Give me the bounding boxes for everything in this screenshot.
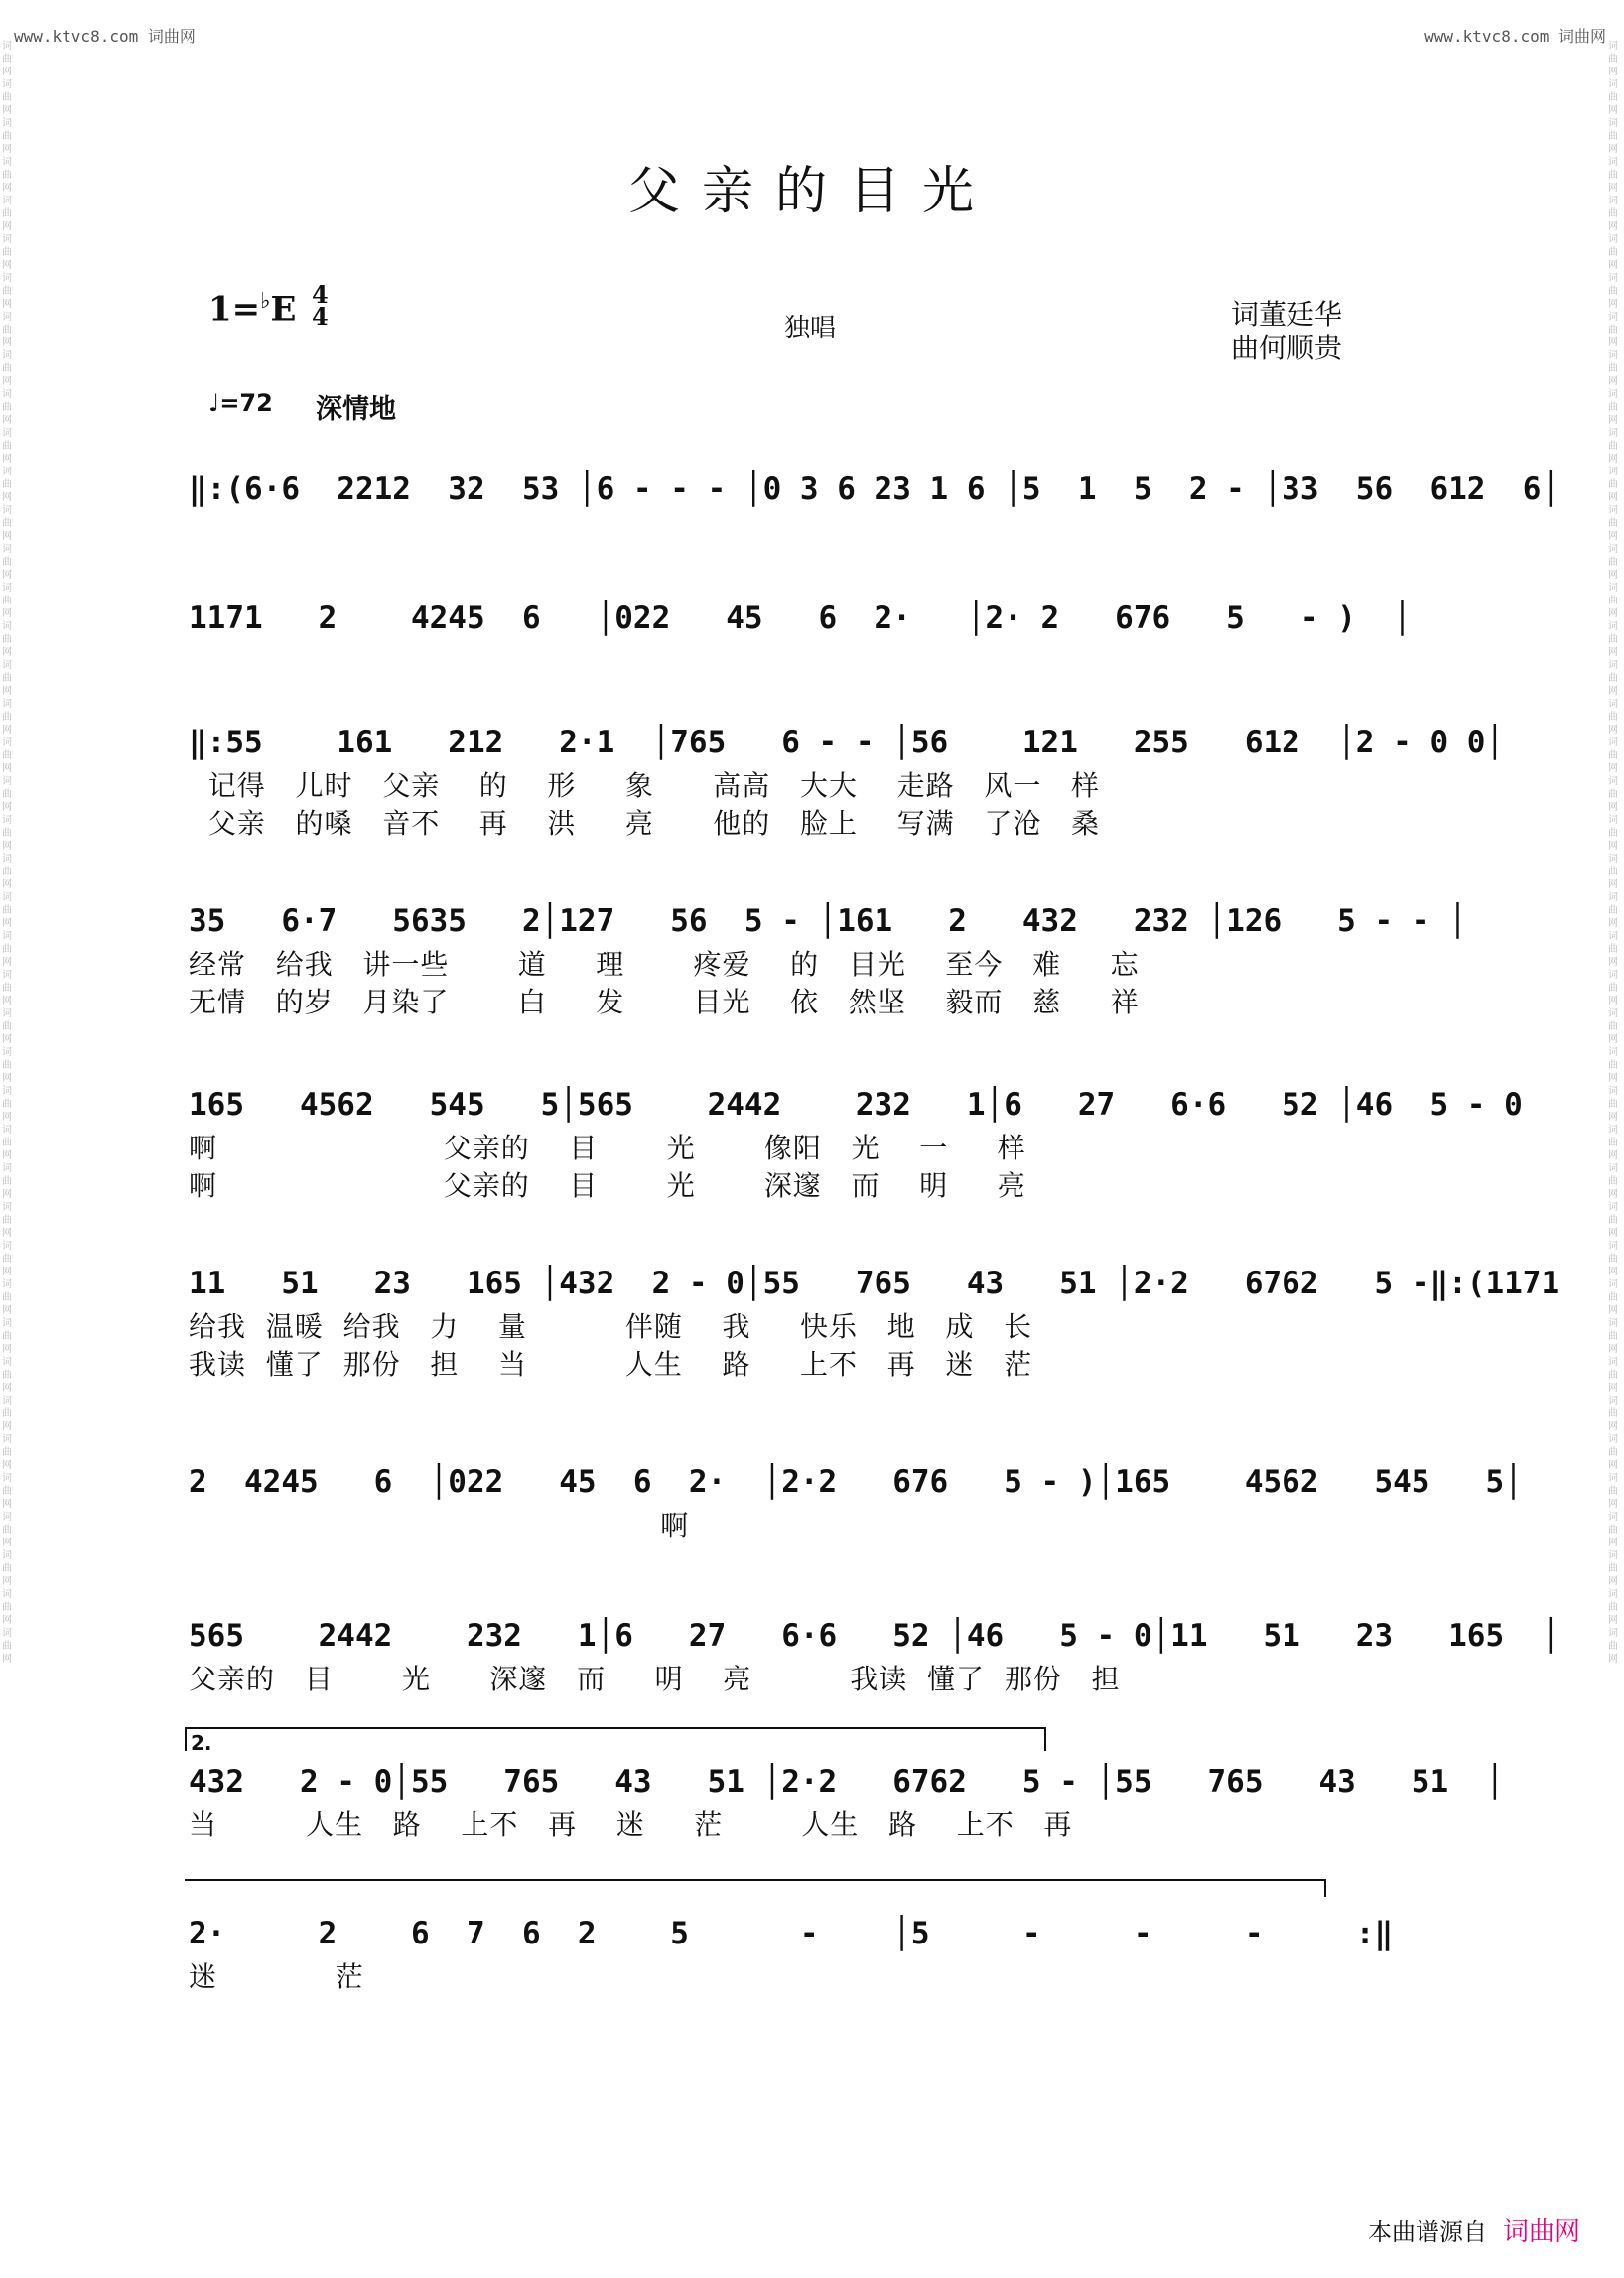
- lyric-line: 啊 父亲的 目 光 像阳 光 一 样: [189, 1132, 1026, 1164]
- volta-bracket-line: [185, 1727, 1046, 1729]
- score-system: [189, 1759, 1505, 1844]
- header-site-left: www.ktvc8.com 词曲网: [14, 27, 196, 46]
- flat-icon: ♭: [260, 288, 271, 314]
- tempo-marking: ♩=72: [208, 389, 273, 417]
- notation-line: 565 2442 232 1│6 27 6·6 52 │46 5 - 0│11 51 23 165 │: [189, 1618, 1560, 1654]
- lyric-line: 给我 温暖 给我 力 量 伴随 我 快乐 地 成 长: [189, 1310, 1033, 1343]
- time-signature: [312, 280, 329, 331]
- footer: [1368, 2211, 1580, 2248]
- score-system: [189, 1459, 1523, 1544]
- meter-bottom: 4: [312, 302, 329, 331]
- key-signature: [208, 288, 296, 329]
- expression-marking: 深情地: [316, 394, 396, 425]
- watermark-left: 词曲网词曲网词曲网词曲网词曲网词曲网词曲网词曲网词曲网词曲网词曲网词曲网词曲网词曲网词曲网词曲网词曲网词曲网词曲网词曲网词曲网词曲网词曲网词曲网词曲网词曲网词曲网词曲网词曲网词曲网词曲网词曲网词曲网词曲网词曲网词曲网词曲网词曲网词曲网词曲网词曲网词曲网: [2, 41, 12, 1665]
- lyric-line: 无情 的岁 月染了 白 发 目光 依 然坚 毅而 慈 祥: [189, 986, 1140, 1018]
- score-system: [189, 1613, 1560, 1698]
- lyric-line: 啊: [189, 1509, 690, 1541]
- header-site-right: www.ktvc8.com 词曲网: [1424, 27, 1606, 46]
- footer-source: 本曲谱源自: [1367, 2218, 1487, 2246]
- notation-line: 11 51 23 165 │432 2 - 0│55 765 43 51 │2·2 6762 5 -‖:(1171: [189, 1266, 1560, 1301]
- volta-bracket-left: [185, 1727, 187, 1751]
- key-note: E: [270, 289, 297, 330]
- notation-line: 2 4245 6 │022 45 6 2· │2·2 676 5 - )│165 4562 545 5│: [189, 1464, 1523, 1500]
- composer: 曲何顺贵: [1231, 332, 1343, 364]
- lyric-line: 当 人生 路 上不 再 迷 茫 人生 路 上不 再: [189, 1809, 1073, 1841]
- watermark-right: 词曲网词曲网词曲网词曲网词曲网词曲网词曲网词曲网词曲网词曲网词曲网词曲网词曲网词曲网词曲网词曲网词曲网词曲网词曲网词曲网词曲网词曲网词曲网词曲网词曲网词曲网词曲网词曲网词曲网词曲网词曲网词曲网词曲网词曲网词曲网词曲网词曲网词曲网词曲网词曲网词曲网词曲网: [1608, 41, 1618, 1665]
- score-system: [189, 898, 1467, 1021]
- notation-line: ‖:(6·6 2212 32 53 │6 - - - │0 3 6 23 1 6 │5 1 5 2 - │33 56 612 6│: [189, 471, 1560, 507]
- lyric-line: 记得 儿时 父亲 的 形 象 高高 大大 走路 风一 样: [189, 769, 1101, 802]
- key-prefix: 1=: [208, 289, 261, 330]
- volta-label: 2.: [191, 1731, 212, 1755]
- notation-line: 35 6·7 5635 2│127 56 5 - │161 2 432 232 │126 5 - - │: [189, 903, 1467, 939]
- notation-line: 432 2 - 0│55 765 43 51 │2·2 6762 5 - │55 765 43 51 │: [189, 1764, 1505, 1800]
- notation-line: 165 4562 545 5│565 2442 232 1│6 27 6·6 52 │46 5 - 0: [189, 1087, 1523, 1123]
- lyric-line: 啊 父亲的 目 光 深邃 而 明 亮: [189, 1169, 1026, 1202]
- volta-bracket-right: [1044, 1727, 1046, 1751]
- song-title: 父亲的目光: [627, 162, 996, 221]
- score-system: [189, 1911, 1441, 1996]
- notation-line: 1171 2 4245 6 │022 45 6 2· │2· 2 676 5 - ) │: [189, 601, 1412, 636]
- notation-line: ‖:55 161 212 2·1 │765 6 - - │56 121 255 612 │2 - 0 0│: [189, 725, 1505, 760]
- footer-brand: 词曲网: [1502, 2217, 1580, 2247]
- lyric-line: 迷 茫: [189, 1960, 364, 1993]
- lyric-line: 父亲 的嗓 音不 再 洪 亮 他的 脸上 写满 了沧 桑: [189, 807, 1101, 840]
- lyricist: 词董廷华: [1231, 298, 1343, 331]
- score-system: [189, 467, 1560, 514]
- lyric-line: 父亲的 目 光 深邃 而 明 亮 我读 懂了 那份 担: [189, 1663, 1121, 1695]
- score-system: [189, 720, 1505, 843]
- performance-type: 独唱: [784, 314, 837, 343]
- score-system: [189, 1261, 1560, 1384]
- score-system: [189, 1082, 1523, 1205]
- lyric-line: 我读 懂了 那份 担 当 人生 路 上不 再 迷 茫: [189, 1348, 1033, 1381]
- notation-line: 2· 2 6 7 6 2 5 - │5 - - - :‖: [189, 1916, 1394, 1951]
- ending-bracket-right: [1324, 1879, 1326, 1897]
- meter-top: 4: [312, 280, 329, 309]
- credits: [1231, 298, 1342, 365]
- ending-bracket-line: [185, 1879, 1326, 1881]
- lyric-line: 经常 给我 讲一些 道 理 疼爱 的 目光 至今 难 忘: [189, 948, 1140, 981]
- score-system: [189, 596, 1441, 643]
